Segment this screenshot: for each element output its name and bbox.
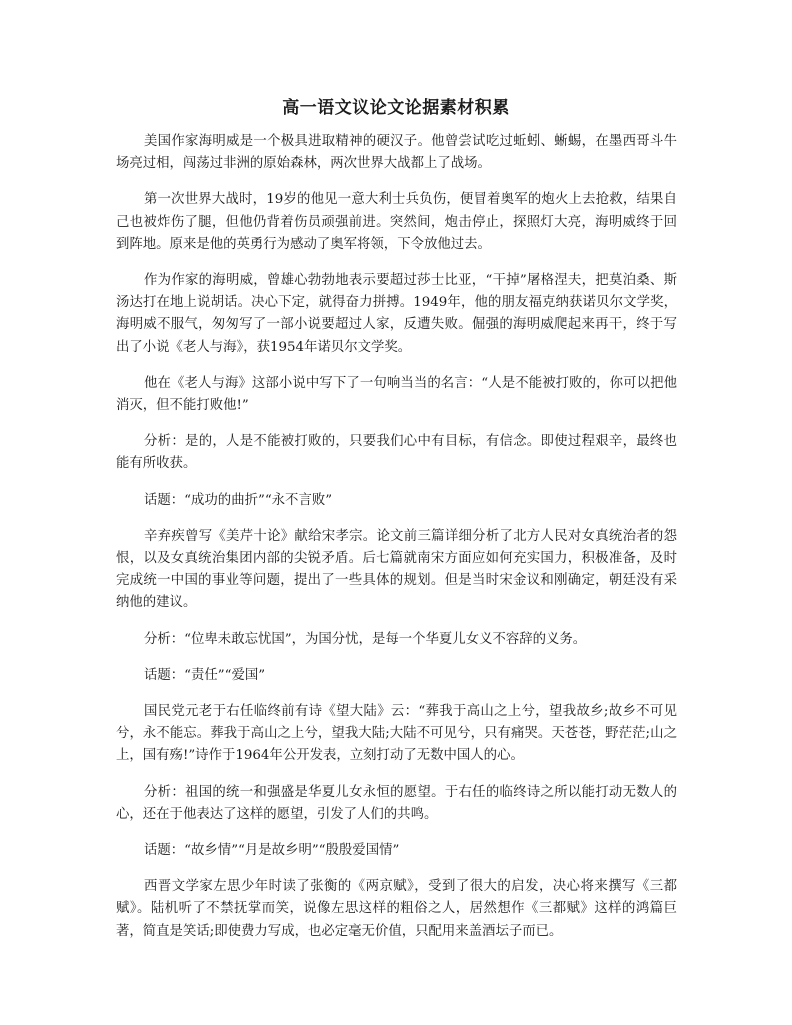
paragraph-hemingway-quote: 他在《老人与海》这部小说中写下了一句响当当的名言：“人是不能被打败的，你可以把他消灭，但不能打败他!” bbox=[116, 375, 677, 414]
paragraph-analysis-3: 分析：祖国的统一和强盛是华夏儿女永恒的愿望。于右任的临终诗之所以能打动无数人的心，还在于他表达了这样的愿望，引发了人们的共鸣。 bbox=[116, 784, 677, 822]
paragraph-zuo-si: 西晋文学家左思少年时读了张衡的《两京赋》，受到了很大的启发，决心将来撰写《三都赋》。陆机听了不禁抚掌而笑，说像左思这样的粗俗之人，居然想作《三都赋》这样的鸿篇巨著，简直是笑话;即使费力写成，也必定毫无价值，只配用来盖酒坛子而已。 bbox=[116, 879, 677, 939]
paragraph-hemingway-intro: 美国作家海明威是一个极具进取精神的硬汉子。他曾尝试吃过蚯蚓、蜥蜴，在墨西哥斗牛场亮过相，闯荡过非洲的原始森林，两次世界大战都上了战场。 bbox=[116, 134, 677, 172]
paragraph-topic-1: 话题：“成功的曲折”“永不言败” bbox=[144, 492, 333, 508]
paragraph-analysis-1: 分析：是的，人是不能被打败的，只要我们心中有目标，有信念。即使过程艰辛，最终也能有所收获。 bbox=[116, 434, 677, 472]
paragraph-yu-youren: 国民党元老于右任临终前有诗《望大陆》云：“葬我于高山之上兮，望我故乡;故乡不可见兮，永不能忘。葬我于高山之上兮，望我大陆;大陆不可见兮，只有痛哭。天苍苍，野茫茫;山之上，国有殇!”诗作于1964年公开发表，立刻打动了无数中国人的心。 bbox=[116, 704, 677, 764]
document-body bbox=[116, 131, 677, 957]
paragraph-topic-2: 话题：“责任”“爱国” bbox=[144, 667, 266, 683]
paragraph-hemingway-ww1: 第一次世界大战时，19岁的他见一意大利士兵负伤，便冒着奥军的炮火上去抢救，结果自己也被炸伤了腿，但他仍背着伤员顽强前进。突然间，炮击停止，探照灯大亮，海明威终于回到阵地。原来是他的英勇行为感动了奥军将领，下令放他过去。 bbox=[116, 192, 677, 252]
paragraph-topic-3: 话题：“故乡情”“月是故乡明”“殷殷爱国情” bbox=[144, 843, 400, 859]
paragraph-analysis-2: 分析：“位卑未敢忘忧国”，为国分忧，是每一个华夏儿女义不容辞的义务。 bbox=[144, 631, 587, 647]
page-title: 高一语文议论文论据素材积累 bbox=[282, 98, 510, 118]
paragraph-hemingway-writer: 作为作家的海明威，曾雄心勃勃地表示要超过莎士比亚，“干掉”屠格涅夫，把莫泊桑、斯汤达打在地上说胡话。决心下定，就得奋力拼搏。1949年，他的朋友福克纳获诺贝尔文学奖，海明威不服气，匆匆写了一部小说要超过人家，反遭失败。倔强的海明威爬起来再干，终于写出了小说《老人与海》，获1954年诺贝尔文学奖。 bbox=[116, 273, 677, 355]
paragraph-xin-qiji: 辛弃疾曾写《美芹十论》献给宋孝宗。论文前三篇详细分析了北方人民对女真统治者的怨恨，以及女真统治集团内部的尖锐矛盾。后七篇就南宋方面应如何充实国力，积极准备，及时完成统一中国的事业等问题，提出了一些具体的规划。但是当时宋金议和刚确定，朝廷没有采纳他的建议。 bbox=[116, 528, 677, 611]
